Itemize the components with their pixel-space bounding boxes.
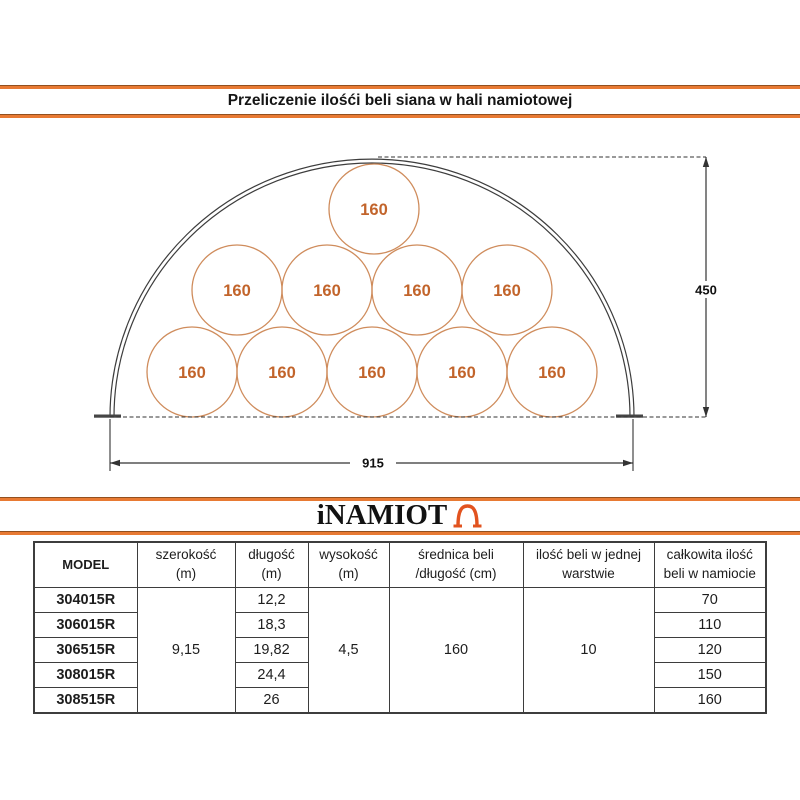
- cell-model: 308515R: [34, 688, 137, 714]
- header-text: średnica beli: [418, 547, 494, 563]
- cell-total: 160: [654, 688, 766, 714]
- header-text: MODEL: [62, 556, 110, 572]
- cell-dlugosc: 18,3: [235, 613, 308, 638]
- dimension-height: [689, 157, 723, 417]
- logo-text: iNAMIOT: [316, 499, 448, 531]
- cell-model: 306015R: [34, 613, 137, 638]
- col-header-szerokosc: [137, 542, 235, 588]
- cell-total: 110: [654, 613, 766, 638]
- cell-total: 150: [654, 663, 766, 688]
- header-text: beli w namiocie: [663, 566, 756, 581]
- cell-model: 308015R: [34, 663, 137, 688]
- header-unit: (m): [338, 566, 359, 581]
- tent-arch-icon: [452, 502, 483, 530]
- arrow-left-icon: [110, 460, 120, 466]
- cell-dlugosc: 26: [235, 688, 308, 714]
- bale-label: 160: [358, 364, 386, 382]
- cell-dlugosc: 12,2: [235, 588, 308, 613]
- header-text: warstwie: [562, 566, 615, 581]
- cell-srednica-merged: 160: [389, 588, 523, 714]
- cell-ilosc-warstwa-merged: 10: [523, 588, 654, 714]
- logo: [0, 500, 800, 531]
- col-header-calkowita: [654, 542, 766, 588]
- header-text: ilość beli w jednej: [535, 547, 642, 563]
- bale-label: 160: [268, 364, 296, 382]
- arrow-down-icon: [703, 407, 709, 417]
- col-header-wysokosc: [308, 542, 389, 588]
- arrow-up-icon: [703, 157, 709, 167]
- width-dimension-label: 915: [362, 455, 384, 471]
- header-unit: /długość (cm): [415, 566, 497, 581]
- bale-label: 160: [493, 282, 521, 300]
- bale-label: 160: [538, 364, 566, 382]
- bale-label: 160: [448, 364, 476, 382]
- table-header-row: [34, 542, 766, 588]
- tent-icon-arch: [458, 506, 477, 526]
- header-unit: (m): [175, 566, 197, 581]
- spec-table: [33, 541, 767, 714]
- bale-label: 160: [403, 282, 431, 300]
- title-bottom-rule: [0, 114, 800, 118]
- col-header-ilosc-warstwa: [523, 542, 654, 588]
- cell-model: 304015R: [34, 588, 137, 613]
- header-text: wysokość: [319, 547, 378, 563]
- table-row: [34, 588, 766, 613]
- cell-model: 306515R: [34, 638, 137, 663]
- cell-szerokosc-merged: 9,15: [137, 588, 235, 714]
- col-header-srednica: [389, 542, 523, 588]
- header-text: długość: [248, 547, 295, 563]
- bale-label: 160: [223, 282, 251, 300]
- col-header-model: [34, 542, 137, 588]
- dimension-width: [110, 419, 633, 471]
- col-header-dlugosc: [235, 542, 308, 588]
- arrow-right-icon: [623, 460, 633, 466]
- bale-label: 160: [178, 364, 206, 382]
- bale-label: 160: [360, 201, 388, 219]
- height-dimension-label: 450: [695, 282, 717, 298]
- cell-dlugosc: 24,4: [235, 663, 308, 688]
- cell-total: 120: [654, 638, 766, 663]
- cell-wysokosc-merged: 4,5: [308, 588, 389, 714]
- bale-label: 160: [313, 282, 341, 300]
- cell-total: 70: [654, 588, 766, 613]
- tent-cross-section-diagram: [0, 140, 800, 485]
- header-text: szerokość: [155, 547, 217, 563]
- header-text: całkowita ilość: [666, 547, 753, 563]
- cell-dlugosc: 19,82: [235, 638, 308, 663]
- logo-bottom-rule: [0, 531, 800, 535]
- page-title: Przeliczenie ilośći beli siana w hali namiotowej: [227, 92, 573, 109]
- header-unit: (m): [261, 566, 282, 581]
